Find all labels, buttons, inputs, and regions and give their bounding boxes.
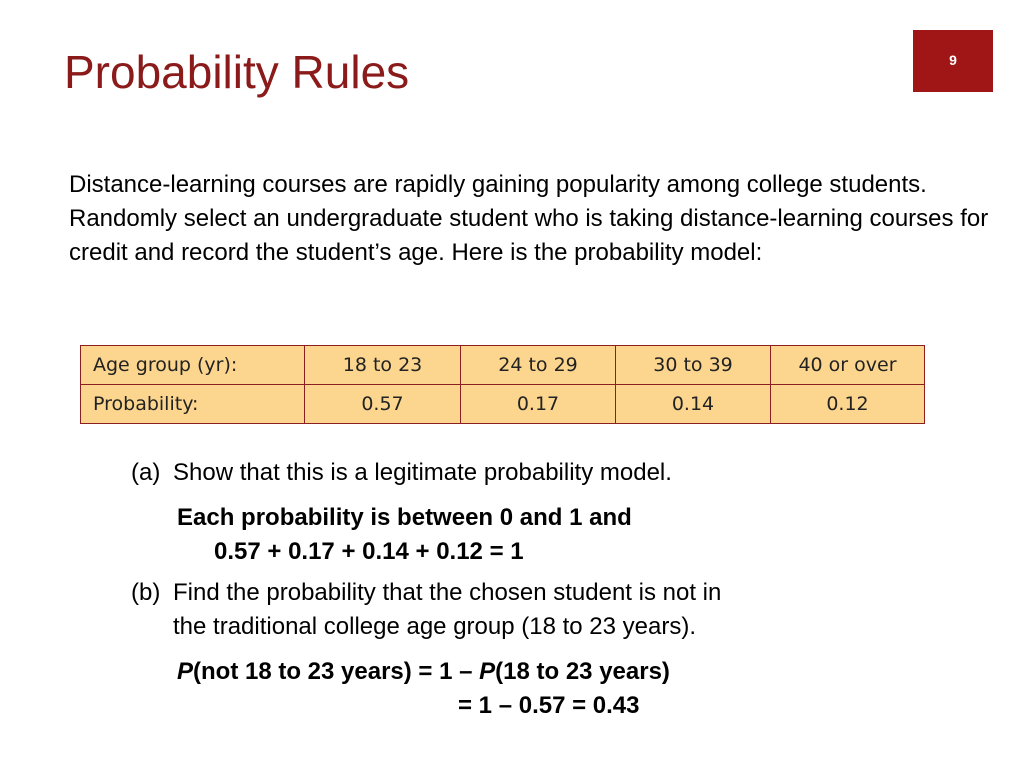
age-group-cell: 18 to 23 (305, 346, 461, 385)
question-a-text: Show that this is a legitimate probability model. (173, 459, 672, 486)
age-group-cell: 30 to 39 (616, 346, 771, 385)
answer-b-end: (18 to 23 years) (495, 658, 670, 685)
question-b-label: (b) (131, 579, 161, 606)
age-group-cell: 40 or over (771, 346, 925, 385)
answer-b-line1 (177, 656, 670, 688)
answer-b-line2: = 1 – 0.57 = 0.43 (458, 692, 640, 719)
probability-cell: 0.17 (461, 385, 616, 424)
question-a-label: (a) (131, 459, 161, 486)
probability-cell: 0.57 (305, 385, 461, 424)
age-group-cell: 24 to 29 (461, 346, 616, 385)
row-label-cell: Probability: (81, 385, 305, 424)
page-number-badge: 9 (913, 30, 993, 92)
question-b-text-line2: the traditional college age group (18 to 23 years). (173, 613, 696, 640)
table-row (81, 385, 925, 424)
answer-a-line2: 0.57 + 0.17 + 0.14 + 0.12 = 1 (214, 538, 524, 565)
answer-b-p-symbol-2: P (479, 658, 496, 685)
header-label-cell: Age group (yr): (81, 346, 305, 385)
table-row (81, 346, 925, 385)
answer-a-line1: Each probability is between 0 and 1 and (177, 504, 632, 531)
question-a (131, 456, 672, 490)
answer-b-mid: (not 18 to 23 years) = 1 – (193, 658, 480, 685)
probability-cell: 0.14 (616, 385, 771, 424)
probability-cell: 0.12 (771, 385, 925, 424)
question-b-text-line1: Find the probability that the chosen student is not in (173, 579, 722, 606)
answer-b-p-symbol: P (177, 658, 194, 685)
question-b (131, 576, 721, 610)
probability-model-table (80, 345, 925, 424)
slide-title: Probability Rules (64, 46, 410, 98)
intro-paragraph: Distance-learning courses are rapidly gaining popularity among college students. Randomly select an undergraduate student who is taking distance-learning courses for credit and record the student’s age. Here is the probability model: (69, 171, 989, 266)
